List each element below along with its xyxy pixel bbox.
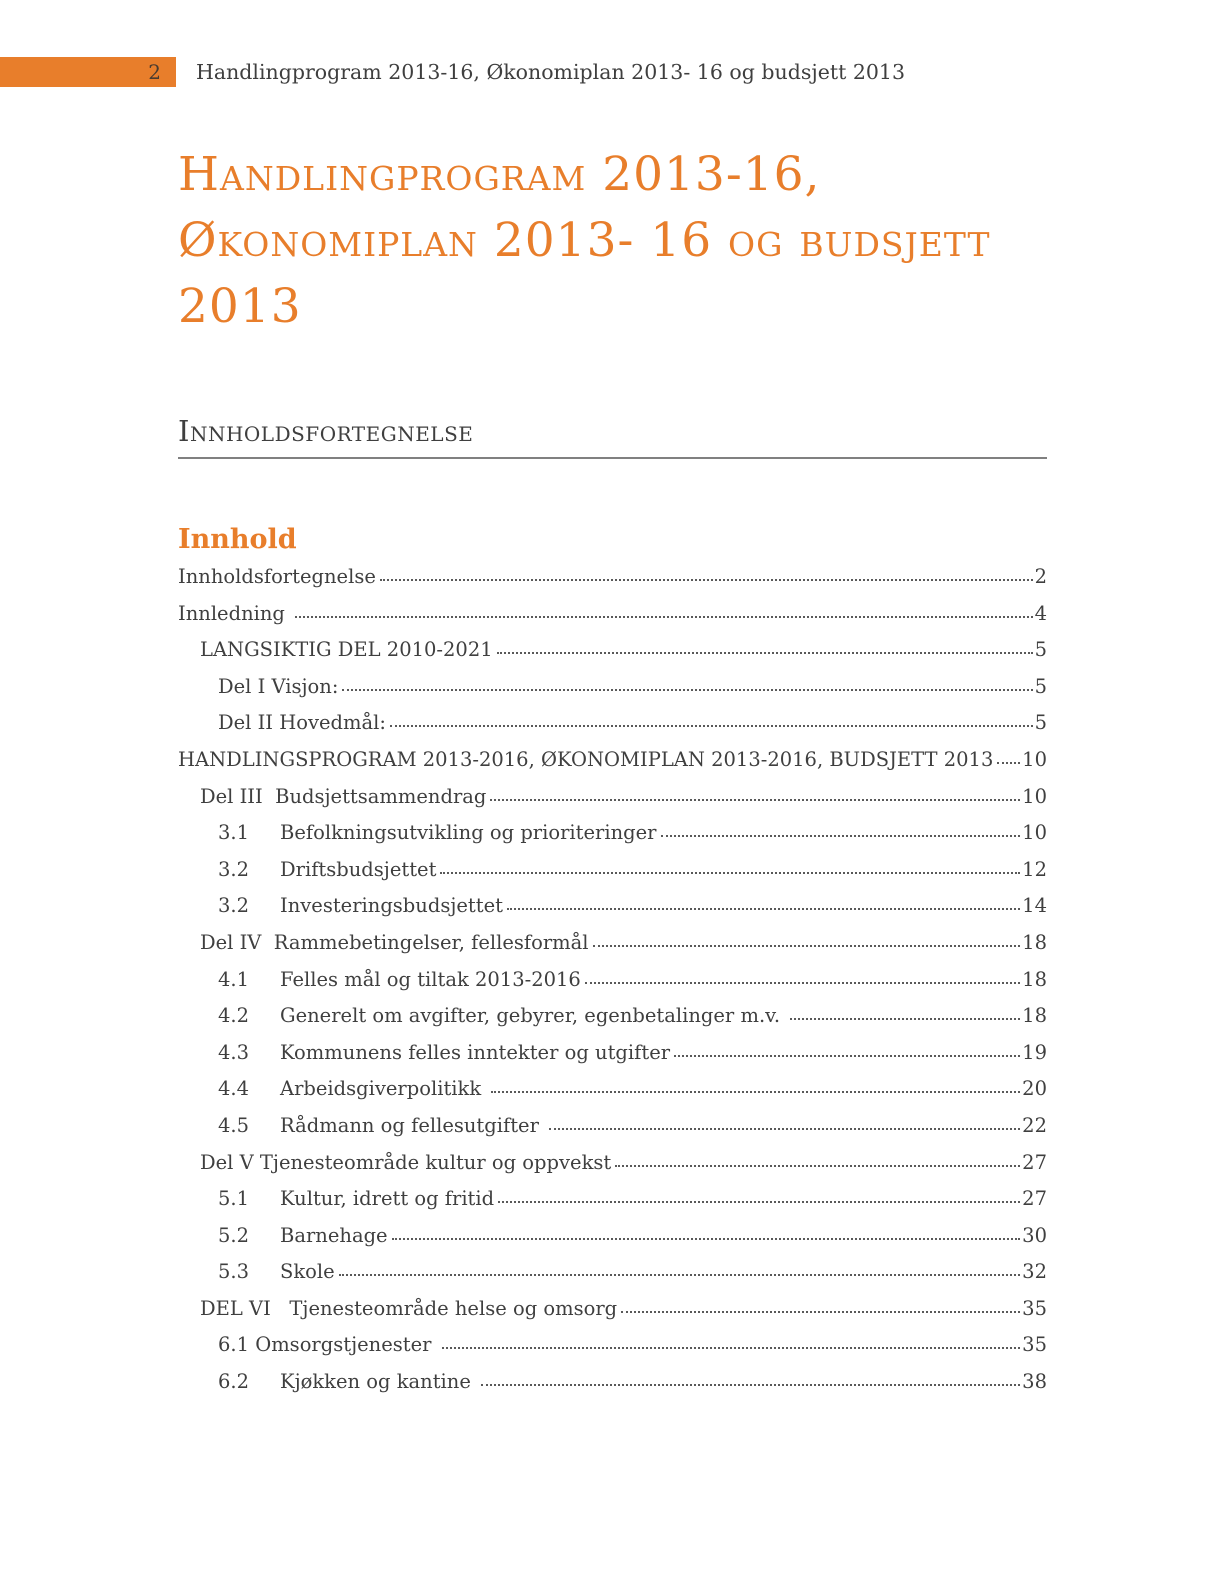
toc-entry-label: 3.2 Investeringsbudsjettet [218,894,503,918]
toc-entry-label: 4.3 Kommunens felles inntekter og utgifter [218,1040,671,1064]
toc-entry-label: Del IV Rammebetingelser, fellesformål [200,930,589,954]
toc-list [178,559,1047,1401]
toc-entry[interactable] [178,962,1047,999]
toc-entry[interactable] [178,1291,1047,1328]
toc-entry-label: 4.2 Generelt om avgifter, gebyrer, egenbetalinger m.v. [218,1004,787,1028]
toc-entry-page: 18 [1022,1004,1047,1028]
toc-leader-dots [490,799,1020,801]
toc-entry-page: 5 [1034,711,1047,735]
toc-entry[interactable] [178,669,1047,706]
toc-entry[interactable] [178,852,1047,889]
document-title [178,142,1047,340]
toc-entry-label: 3.1 Befolkningsutvikling og prioriteringer [218,821,657,845]
toc-entry-page: 35 [1022,1296,1047,1320]
toc-entry-label: Innholdsfortegnelse [178,565,376,588]
document-title-line1: Handlingprogram 2013-16, [178,147,821,202]
toc-entry-page: 27 [1022,1187,1047,1211]
toc-entry[interactable] [178,1364,1047,1401]
toc-entry[interactable] [178,779,1047,816]
toc-entry-page: 14 [1022,894,1047,918]
toc-entry[interactable] [178,998,1047,1035]
toc-entry-page: 38 [1022,1370,1047,1394]
running-header-text: Handlingprogram 2013-16, Økonomiplan 2013- 16 og budsjett 2013 [196,60,905,84]
toc-entry-page: 4 [1034,601,1047,625]
toc-entry-page: 2 [1034,565,1047,588]
toc-leader-dots [790,1018,1020,1020]
toc-entry-label: Del II Hovedmål: [218,711,386,735]
toc-entry[interactable] [178,1071,1047,1108]
toc-entry-label: 5.1 Kultur, idrett og fritid [218,1187,495,1211]
toc-leader-dots [491,1091,1020,1093]
toc-entry[interactable] [178,1218,1047,1255]
toc-entry-page: 5 [1034,638,1047,662]
toc-leader-dots [392,1238,1021,1240]
toc-leader-dots [497,652,1033,654]
toc-entry-page: 35 [1022,1333,1047,1357]
toc-leader-dots [661,835,1021,837]
toc-entry[interactable] [178,1327,1047,1364]
toc-leader-dots [342,689,1032,691]
toc-entry[interactable] [178,596,1047,633]
toc-entry[interactable] [178,1145,1047,1182]
toc-entry-label: 5.3 Skole [218,1260,335,1284]
toc-entry-label: Del I Visjon: [218,674,339,698]
toc-entry[interactable] [178,1181,1047,1218]
toc-entry-label: Del III Budsjettsammendrag [200,784,487,808]
toc-entry-page: 18 [1022,930,1047,954]
toc-entry[interactable] [178,632,1047,669]
toc-entry[interactable] [178,888,1047,925]
toc-entry-page: 32 [1022,1260,1047,1284]
toc-entry-page: 27 [1022,1150,1047,1174]
toc-entry[interactable] [178,1108,1047,1145]
toc-entry[interactable] [178,705,1047,742]
toc-entry-page: 10 [1022,747,1047,771]
toc-entry[interactable] [178,1035,1047,1072]
toc-entry-label: LANGSIKTIG DEL 2010-2021 [200,638,493,662]
toc-entry-label: DEL VI Tjenesteområde helse og omsorg [200,1296,618,1320]
toc-entry[interactable] [178,559,1047,596]
toc-leader-dots [440,872,1020,874]
document-title-line3: 2013 [178,279,302,334]
toc-entry-label: 4.4 Arbeidsgiverpolitikk [218,1077,488,1101]
toc-entry-label: 6.1 Omsorgstjenester [218,1333,438,1357]
toc-entry-page: 30 [1022,1223,1047,1247]
toc-leader-dots [380,579,1033,581]
toc-entry-page: 18 [1022,967,1047,991]
toc-entry[interactable] [178,925,1047,962]
contents-section-heading: Innholdsfortegnelse [178,414,1047,459]
toc-entry-label: 3.2 Driftsbudsjettet [218,857,437,881]
toc-entry-page: 5 [1034,674,1047,698]
toc-leader-dots [593,945,1021,947]
toc-entry-label: HANDLINGSPROGRAM 2013-2016, ØKONOMIPLAN 2013-2016, BUDSJETT 2013 [178,747,994,771]
toc-entry-label: Innledning [178,601,292,625]
toc-leader-dots [498,1201,1020,1203]
document-title-line2: Økonomiplan 2013- 16 og budsjett [178,213,991,268]
toc-leader-dots [339,1274,1020,1276]
toc-leader-dots [621,1311,1020,1313]
toc-leader-dots [674,1055,1020,1057]
toc-entry[interactable] [178,1254,1047,1291]
toc-leader-dots [481,1384,1020,1386]
toc-entry[interactable] [178,742,1047,779]
toc-entry-page: 10 [1022,784,1047,808]
toc-leader-dots [295,616,1032,618]
toc-leader-dots [507,908,1020,910]
toc-leader-dots [442,1347,1021,1349]
toc-entry-page: 22 [1022,1113,1047,1137]
toc-leader-dots [390,725,1033,727]
toc-entry-label: 5.2 Barnehage [218,1223,388,1247]
toc-entry-label: 4.1 Felles mål og tiltak 2013-2016 [218,967,581,991]
toc-leader-dots [615,1165,1020,1167]
toc-entry-page: 20 [1022,1077,1047,1101]
toc-entry-page: 19 [1022,1040,1047,1064]
toc-heading: Innhold [178,524,297,555]
toc-leader-dots [585,982,1020,984]
toc-leader-dots [997,762,1020,764]
toc-entry-page: 10 [1022,821,1047,845]
page-number: 2 [148,60,161,84]
toc-entry[interactable] [178,815,1047,852]
toc-entry-label: 4.5 Rådmann og fellesutgifter [218,1113,546,1137]
toc-entry-page: 12 [1022,857,1047,881]
toc-entry-label: Del V Tjenesteområde kultur og oppvekst [200,1150,612,1174]
toc-leader-dots [549,1128,1020,1130]
toc-entry-label: 6.2 Kjøkken og kantine [218,1370,478,1394]
